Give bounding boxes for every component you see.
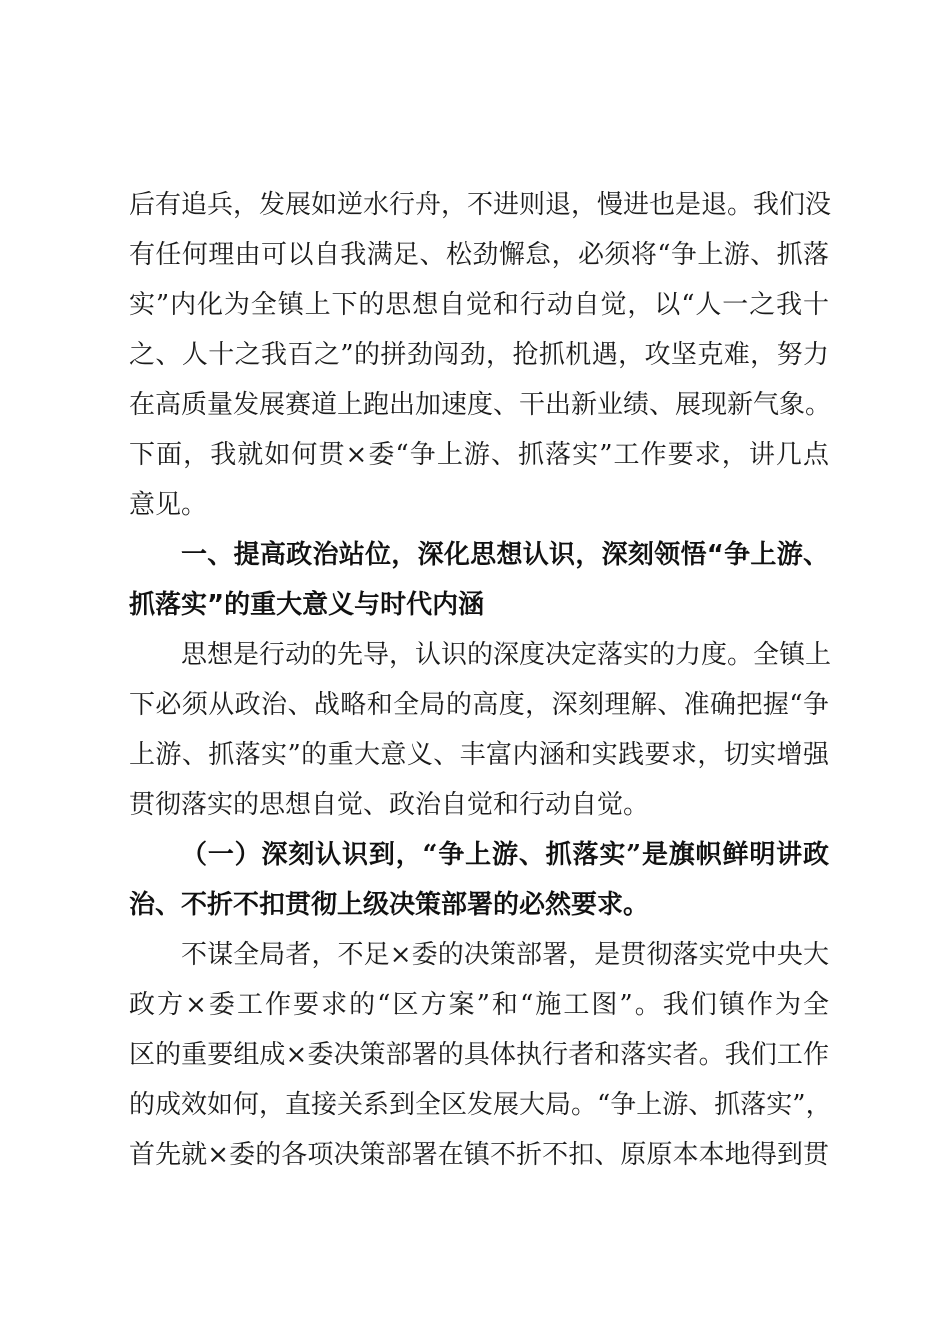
paragraph-3 — [129, 930, 832, 1180]
text-line: 实”内化为全镇上下的思想自觉和行动自觉，以“人一之我十 — [129, 290, 829, 320]
text-line: 上游、抓落实”的重大意义、丰富内涵和实践要求，切实增强 — [129, 740, 829, 770]
text-line: 政方×委工作要求的“区方案”和“施工图”。我们镇作为全 — [129, 990, 829, 1020]
text-line: 下必须从政治、战略和全局的高度，深刻理解、准确把握“争 — [129, 690, 829, 720]
document-body — [129, 180, 832, 1180]
text-line: 不谋全局者，不足×委的决策部署，是贯彻落实党中央大 — [181, 940, 829, 970]
text-line: 贯彻落实的思想自觉、政治自觉和行动自觉。 — [129, 790, 650, 820]
subheading-line: （一）深刻认识到，“争上游、抓落实”是旗帜鲜明讲政 — [181, 840, 829, 870]
text-line: 有任何理由可以自我满足、松劲懈怠，必须将“争上游、抓落 — [129, 240, 829, 270]
heading-line: 抓落实”的重大意义与时代内涵 — [129, 590, 485, 620]
subsection-heading — [129, 830, 829, 930]
text-line: 之、人十之我百之”的拼劲闯劲，抢抓机遇，攻坚克难，努力 — [129, 340, 829, 370]
text-line: 思想是行动的先导，认识的深度决定落实的力度。全镇上 — [181, 640, 832, 670]
heading-line: 一、提高政治站位，深化思想认识，深刻领悟“争上游、 — [181, 540, 829, 570]
subheading-line: 治、不折不扣贯彻上级决策部署的必然要求。 — [129, 890, 650, 920]
paragraph-1 — [129, 180, 832, 530]
text-line: 的成效如何，直接关系到全区发展大局。“争上游、抓落实”， — [129, 1090, 832, 1120]
section-heading — [129, 530, 829, 630]
text-line: 意见。 — [129, 490, 208, 520]
paragraph-2 — [129, 630, 832, 830]
text-line: 在高质量发展赛道上跑出加速度、干出新业绩、展现新气象。 — [129, 390, 832, 420]
text-line: 下面，我就如何贯×委“争上游、抓落实”工作要求，讲几点 — [129, 440, 829, 470]
text-line: 首先就×委的各项决策部署在镇不折不扣、原原本本地得到贯 — [129, 1140, 829, 1170]
text-line: 后有追兵，发展如逆水行舟，不进则退，慢进也是退。我们没 — [129, 190, 832, 220]
text-line: 区的重要组成×委决策部署的具体执行者和落实者。我们工作 — [129, 1040, 829, 1070]
